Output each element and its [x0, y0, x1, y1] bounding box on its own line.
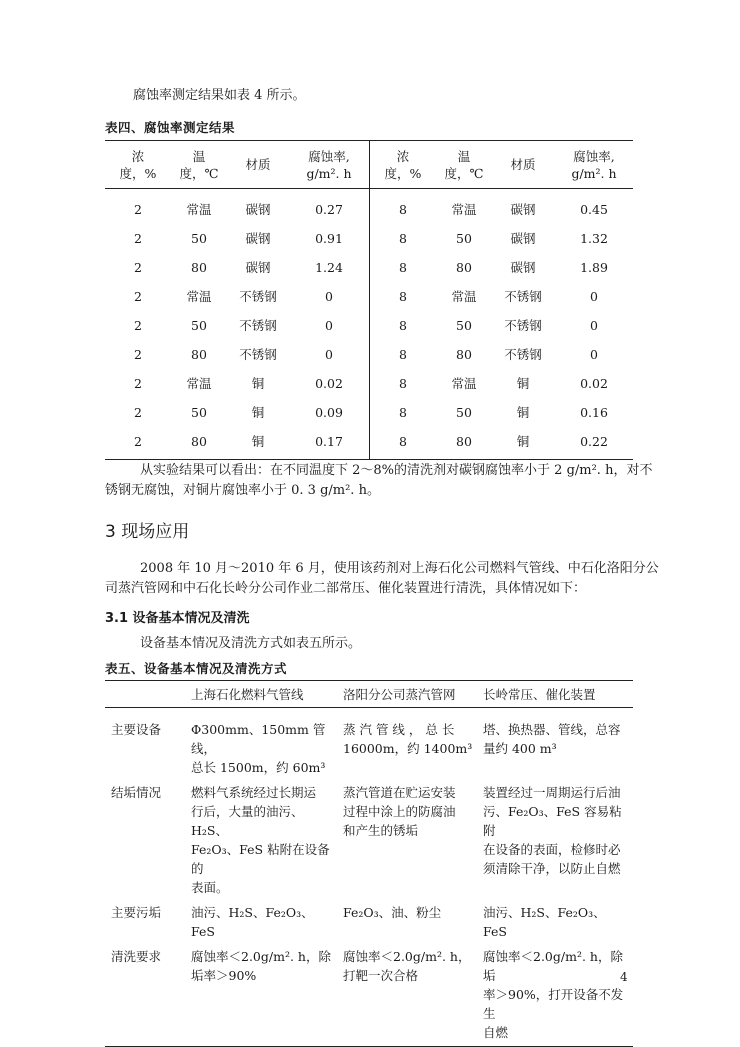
table-row	[105, 253, 369, 282]
table-cell: 1.89	[580, 260, 608, 275]
table-cell: 80	[456, 260, 472, 275]
cell-line: 和产生的锈垢	[343, 823, 419, 838]
header-line: 腐蚀率,	[308, 148, 350, 164]
table-cell	[343, 903, 483, 941]
table4-header-left-1	[171, 141, 227, 188]
conclusion-line-2: 锈钢无腐蚀，对铜片腐蚀率小于 0. 3 g/m². h。	[105, 483, 380, 498]
table-row	[105, 369, 369, 398]
table-cell: 不锈钢	[239, 318, 277, 333]
table-cell	[483, 903, 633, 941]
cell-line: 行后，大量的油污、H₂S、	[191, 804, 304, 838]
table-row	[105, 340, 369, 369]
row-label: 结垢情况	[111, 785, 162, 800]
table-cell: 8	[399, 376, 407, 391]
table-cell: 80	[456, 434, 472, 449]
header-line: 度，℃	[179, 165, 219, 181]
table-cell: 8	[399, 434, 407, 449]
table-cell: 0	[590, 347, 598, 362]
table-row	[105, 947, 633, 1042]
table-cell: 0	[590, 318, 598, 333]
table-cell: 不锈钢	[504, 289, 542, 304]
section-3-1-text: 设备基本情况及清洗方式如表五所示。	[140, 636, 362, 651]
table-cell: 0	[325, 318, 333, 333]
header-line: 材质	[245, 157, 271, 172]
table-cell	[483, 783, 633, 897]
table-cell: 8	[399, 318, 407, 333]
header-line: 度，%	[119, 165, 157, 181]
table4-header-right-1	[436, 141, 492, 188]
page-number: 4	[620, 970, 628, 984]
table-cell: 80	[191, 434, 207, 449]
table-row	[105, 903, 633, 941]
corrosion-rate-table	[105, 140, 633, 460]
cell-line: 16000m，约 1400m³	[343, 741, 473, 756]
section-3-1-title: 3.1 设备基本情况及清洗	[105, 611, 250, 626]
table-cell: 50	[456, 405, 472, 420]
table-cell: 不锈钢	[504, 318, 542, 333]
table-cell: 8	[399, 405, 407, 420]
table-cell: 2	[134, 376, 142, 391]
table-cell: 0	[325, 289, 333, 304]
table-row	[105, 224, 369, 253]
cell-line: 油污、H₂S、Fe₂O₃、FeS	[191, 905, 314, 939]
table-cell: 0.09	[315, 405, 343, 420]
table-cell: 2	[134, 260, 142, 275]
table-cell: 碳钢	[245, 202, 271, 217]
cell-line: 装置经过一周期运行后油	[483, 785, 621, 800]
table-cell: 2	[134, 347, 142, 362]
cell-line: 过程中涂上的防腐油	[343, 804, 456, 819]
cell-line: 总长 1500m，约 60m³	[191, 760, 326, 775]
table-row	[370, 224, 634, 253]
table-row	[105, 398, 369, 427]
table-cell: 铜	[516, 434, 530, 449]
table-cell: 8	[399, 202, 407, 217]
header-line: 度，%	[384, 165, 422, 181]
cell-line: Φ300mm、150mm 管线，	[191, 722, 326, 756]
cell-line: 腐蚀率＜2.0g/m². h，除垢	[483, 949, 623, 983]
table-cell: 常温	[186, 289, 212, 304]
table-row	[370, 398, 634, 427]
table-cell: 铜	[516, 405, 530, 420]
cell-line: 自燃	[483, 1025, 509, 1040]
table-cell: 0.45	[580, 202, 608, 217]
table-cell: 50	[456, 318, 472, 333]
table-cell: 不锈钢	[239, 347, 277, 362]
table-cell: 0.02	[580, 376, 608, 391]
header-line: 温	[192, 148, 206, 164]
header-line: 材质	[510, 157, 536, 172]
table-cell: 2	[134, 289, 142, 304]
table-cell: 0	[590, 289, 598, 304]
table-row	[105, 311, 369, 340]
table-cell: 不锈钢	[504, 347, 542, 362]
table4-header-left-0	[105, 141, 171, 188]
header-line: g/m². h	[306, 165, 352, 181]
table-row	[370, 369, 634, 398]
table-cell: 常温	[186, 376, 212, 391]
header-line: g/m². h	[571, 165, 617, 181]
table-cell: 常温	[451, 289, 477, 304]
table-cell: 铜	[516, 376, 530, 391]
table-row	[370, 311, 634, 340]
cell-line: 垢率＞90%	[191, 968, 257, 983]
conclusion-line-1: 从实验结果可以看出：在不同温度下 2～8%的清洗剂对碳钢腐蚀率小于 2 g/m². h，对不	[140, 463, 653, 478]
cell-line: 打靶一次合格	[343, 968, 419, 983]
table-cell: 8	[399, 289, 407, 304]
table-cell: 碳钢	[245, 231, 271, 246]
table-cell: 铜	[251, 405, 265, 420]
section-3-line-1: 2008 年 10 月～2010 年 6 月，使用该药剂对上海石化公司燃料气管线、中石化洛阳分公	[140, 561, 659, 576]
cell-line: 污、Fe₂O₃、FeS 容易粘附	[483, 804, 622, 838]
table-cell: 常温	[186, 202, 212, 217]
header-line: 腐蚀率,	[573, 148, 615, 164]
table4-header-left-2	[227, 141, 289, 188]
table-cell: 2	[134, 318, 142, 333]
table4-header-left-3	[289, 141, 369, 188]
header-line: 温	[457, 148, 471, 164]
table-cell	[191, 783, 343, 897]
intro-text: 腐蚀率测定结果如表 4 所示。	[133, 88, 306, 103]
cell-line: Fe₂O₃、FeS 粘附在设备的	[191, 842, 330, 876]
table-cell: 常温	[451, 202, 477, 217]
table-cell: 2	[134, 231, 142, 246]
table-cell: 80	[456, 347, 472, 362]
table5-caption: 表五、设备基本情况及清洗方式	[105, 661, 288, 676]
table-cell	[343, 947, 483, 1042]
cell-line: Fe₂O₃、油、粉尘	[343, 905, 442, 920]
cell-line: 表面。	[191, 880, 229, 895]
cell-line: 在设备的表面，检修时必	[483, 842, 621, 857]
cell-line: 塔、换热器、管线，总容	[483, 722, 621, 737]
table-cell: 0	[325, 347, 333, 362]
table-row	[370, 195, 634, 224]
table-cell	[191, 947, 343, 1042]
table-cell: 碳钢	[510, 260, 536, 275]
table-cell: 0.27	[315, 202, 343, 217]
header-line: 浓	[131, 148, 145, 164]
table5-header-changling: 长岭常压、催化装置	[483, 686, 596, 702]
table-cell: 碳钢	[510, 202, 536, 217]
table-cell	[191, 720, 343, 777]
table4-header-right-3	[554, 141, 634, 188]
table-cell: 0.17	[315, 434, 343, 449]
table-cell: 0.22	[580, 434, 608, 449]
row-label: 主要污垢	[111, 905, 162, 920]
cell-line: 率＞90%，打开设备不发生	[483, 987, 624, 1021]
table-cell: 常温	[451, 376, 477, 391]
table-cell: 0.02	[315, 376, 343, 391]
table-cell	[483, 947, 633, 1042]
header-line: 浓	[396, 148, 410, 164]
row-label: 主要设备	[111, 722, 162, 737]
table-cell: 50	[191, 231, 207, 246]
table5-header-shanghai: 上海石化燃料气管线	[191, 686, 304, 702]
table-cell: 2	[134, 434, 142, 449]
table-cell: 8	[399, 347, 407, 362]
cell-line: 油污、H₂S、Fe₂O₃、FeS	[483, 905, 606, 939]
table-cell: 0.16	[580, 405, 608, 420]
cell-line: 腐蚀率＜2.0g/m². h，	[343, 949, 471, 964]
table-cell: 铜	[251, 376, 265, 391]
table4-caption: 表四、腐蚀率测定结果	[105, 120, 236, 135]
cell-line: 量约 400 m³	[483, 741, 557, 756]
cell-line: 蒸 汽 管 线 ， 总 长	[343, 722, 455, 737]
table-row	[370, 340, 634, 369]
table-row	[370, 282, 634, 311]
table-cell: 碳钢	[510, 231, 536, 246]
header-line: 度，℃	[444, 165, 484, 181]
table-cell	[343, 783, 483, 897]
table-row	[105, 195, 369, 224]
table-row	[105, 783, 633, 897]
table5-body	[105, 720, 633, 1042]
table4-left-half	[105, 189, 370, 459]
table4-header	[105, 141, 633, 189]
table-cell: 80	[191, 347, 207, 362]
cell-line: 燃料气系统经过长期运	[191, 785, 317, 800]
table-cell: 2	[134, 405, 142, 420]
table-row	[105, 427, 369, 456]
section-3-title: 3 现场应用	[105, 522, 190, 542]
table-cell: 8	[399, 260, 407, 275]
table-cell: 1.24	[315, 260, 343, 275]
table-cell	[343, 720, 483, 777]
table-row	[105, 720, 633, 777]
table4-right-half	[370, 189, 634, 459]
cell-line: 腐蚀率＜2.0g/m². h，除	[191, 949, 331, 964]
table-cell: 铜	[251, 434, 265, 449]
section-3-line-2: 司蒸汽管网和中石化长岭分公司作业二部常压、催化装置进行清洗，具体情况如下：	[105, 581, 587, 596]
table-cell: 80	[191, 260, 207, 275]
table-row	[370, 253, 634, 282]
table-row	[105, 282, 369, 311]
cell-line: 须清除干净，以防止自燃	[483, 861, 621, 876]
equipment-cleaning-table	[105, 680, 633, 1047]
cell-line: 蒸汽管道在贮运安装	[343, 785, 456, 800]
table-cell: 2	[134, 202, 142, 217]
table-cell	[483, 720, 633, 777]
table5-header	[105, 680, 633, 708]
table-cell: 50	[456, 231, 472, 246]
table-cell: 50	[191, 405, 207, 420]
table-cell: 50	[191, 318, 207, 333]
table-cell: 8	[399, 231, 407, 246]
table5-header-luoyang: 洛阳分公司蒸汽管网	[343, 686, 456, 702]
table-cell: 碳钢	[245, 260, 271, 275]
table4-body	[105, 189, 633, 460]
table4-header-right-2	[492, 141, 554, 188]
table4-header-right-0	[370, 141, 436, 188]
table-cell	[191, 903, 343, 941]
table-cell: 不锈钢	[239, 289, 277, 304]
table-cell: 0.91	[315, 231, 343, 246]
table-row	[370, 427, 634, 456]
row-label: 清洗要求	[111, 949, 162, 964]
table-cell: 1.32	[580, 231, 608, 246]
